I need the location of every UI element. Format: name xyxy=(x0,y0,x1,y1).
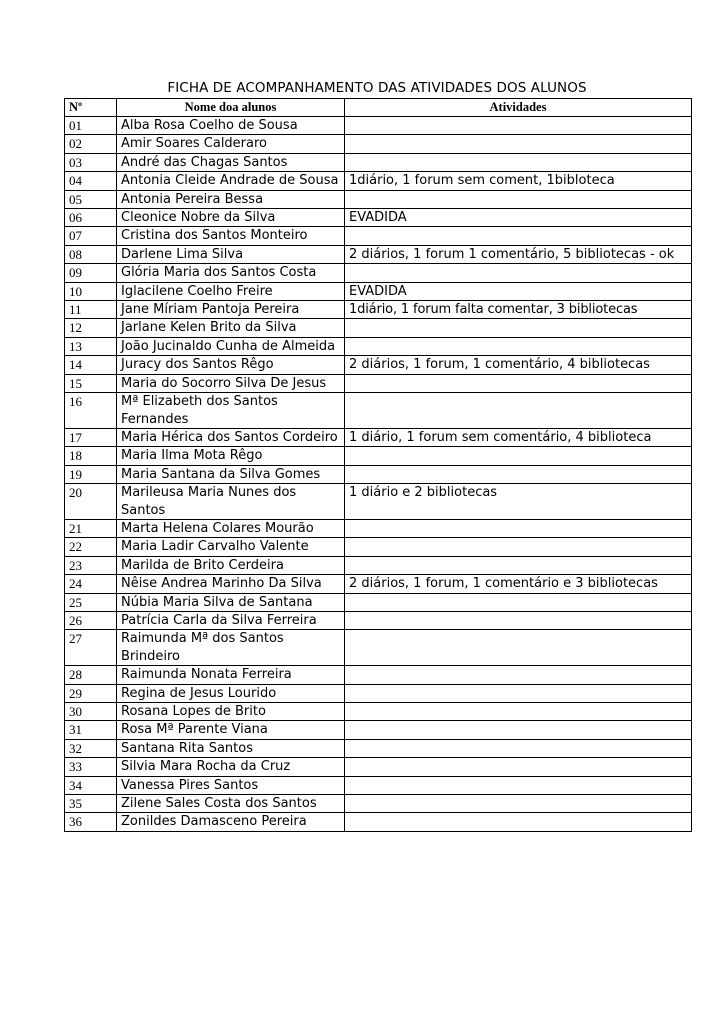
table-row xyxy=(65,813,692,831)
table-row xyxy=(65,356,692,374)
student-name: Jane Míriam Pantoja Pereira xyxy=(117,301,345,319)
row-number: 08 xyxy=(65,245,117,263)
table-row xyxy=(65,758,692,776)
student-name: Rosana Lopes de Brito xyxy=(117,703,345,721)
header-number: Nº xyxy=(65,99,117,117)
student-name: Darlene Lima Silva xyxy=(117,245,345,263)
student-name: Maria Hérica dos Santos Cordeiro xyxy=(117,428,345,446)
table-row xyxy=(65,484,692,520)
row-number: 24 xyxy=(65,575,117,593)
student-name: Cristina dos Santos Monteiro xyxy=(117,227,345,245)
row-number: 35 xyxy=(65,795,117,813)
student-activities: 1 diário e 2 bibliotecas xyxy=(345,484,692,520)
student-activities xyxy=(345,117,692,135)
table-row xyxy=(65,739,692,757)
student-name: Rosa Mª Parente Viana xyxy=(117,721,345,739)
student-name: Maria Santana da Silva Gomes xyxy=(117,465,345,483)
student-name: Zilene Sales Costa dos Santos xyxy=(117,795,345,813)
table-row xyxy=(65,575,692,593)
student-name: Marta Helena Colares Mourão xyxy=(117,519,345,537)
row-number: 20 xyxy=(65,484,117,520)
student-name: Juracy dos Santos Rêgo xyxy=(117,356,345,374)
row-number: 14 xyxy=(65,356,117,374)
student-name: Patrícia Carla da Silva Ferreira xyxy=(117,611,345,629)
row-number: 02 xyxy=(65,135,117,153)
student-activities xyxy=(345,795,692,813)
student-name: Raimunda Mª dos Santos Brindeiro xyxy=(117,630,345,666)
header-activities: Atividades xyxy=(345,99,692,117)
student-activities xyxy=(345,739,692,757)
table-body xyxy=(65,117,692,832)
table-row xyxy=(65,776,692,794)
table-row xyxy=(65,337,692,355)
student-activities xyxy=(345,593,692,611)
student-name: Iglacilene Coelho Freire xyxy=(117,282,345,300)
student-name: Nêise Andrea Marinho Da Silva xyxy=(117,575,345,593)
student-activities xyxy=(345,337,692,355)
table-row xyxy=(65,209,692,227)
row-number: 15 xyxy=(65,374,117,392)
table-row xyxy=(65,301,692,319)
student-name: Raimunda Nonata Ferreira xyxy=(117,666,345,684)
row-number: 07 xyxy=(65,227,117,245)
student-activities xyxy=(345,666,692,684)
student-name: Maria do Socorro Silva De Jesus xyxy=(117,374,345,392)
row-number: 17 xyxy=(65,428,117,446)
row-number: 32 xyxy=(65,739,117,757)
student-name: Jarlane Kelen Brito da Silva xyxy=(117,319,345,337)
student-name: Maria Ilma Mota Rêgo xyxy=(117,447,345,465)
student-activities: 2 diários, 1 forum, 1 comentário e 3 bibliotecas xyxy=(345,575,692,593)
row-number: 31 xyxy=(65,721,117,739)
table-row xyxy=(65,465,692,483)
table-row xyxy=(65,264,692,282)
student-name: Regina de Jesus Lourido xyxy=(117,684,345,702)
student-name: Alba Rosa Coelho de Sousa xyxy=(117,117,345,135)
table-row xyxy=(65,630,692,666)
table-row xyxy=(65,153,692,171)
row-number: 21 xyxy=(65,519,117,537)
student-name: André das Chagas Santos xyxy=(117,153,345,171)
table-row xyxy=(65,282,692,300)
table-row xyxy=(65,319,692,337)
student-activities xyxy=(345,227,692,245)
row-number: 22 xyxy=(65,538,117,556)
student-activities xyxy=(345,758,692,776)
row-number: 06 xyxy=(65,209,117,227)
student-name: Marilda de Brito Cerdeira xyxy=(117,556,345,574)
student-activities xyxy=(345,703,692,721)
student-activities xyxy=(345,776,692,794)
table-row xyxy=(65,172,692,190)
row-number: 10 xyxy=(65,282,117,300)
row-number: 04 xyxy=(65,172,117,190)
student-activities xyxy=(345,135,692,153)
row-number: 33 xyxy=(65,758,117,776)
student-activities xyxy=(345,447,692,465)
student-activities xyxy=(345,190,692,208)
student-name: Vanessa Pires Santos xyxy=(117,776,345,794)
row-number: 36 xyxy=(65,813,117,831)
students-activity-table xyxy=(64,98,692,832)
student-name: Antonia Pereira Bessa xyxy=(117,190,345,208)
row-number: 19 xyxy=(65,465,117,483)
student-activities: 1diário, 1 forum falta comentar, 3 bibliotecas xyxy=(345,301,692,319)
table-row xyxy=(65,703,692,721)
row-number: 23 xyxy=(65,556,117,574)
student-activities: 2 diários, 1 forum 1 comentário, 5 bibliotecas - ok xyxy=(345,245,692,263)
table-row xyxy=(65,393,692,429)
student-activities: 1 diário, 1 forum sem comentário, 4 biblioteca xyxy=(345,428,692,446)
table-row xyxy=(65,556,692,574)
student-name: Mª Elizabeth dos Santos Fernandes xyxy=(117,393,345,429)
student-activities xyxy=(345,538,692,556)
table-row xyxy=(65,593,692,611)
table-row xyxy=(65,666,692,684)
student-name: Cleonice Nobre da Silva xyxy=(117,209,345,227)
student-activities: 1diário, 1 forum sem coment, 1bibloteca xyxy=(345,172,692,190)
student-activities xyxy=(345,684,692,702)
student-activities xyxy=(345,374,692,392)
student-name: Silvia Mara Rocha da Cruz xyxy=(117,758,345,776)
table-row xyxy=(65,519,692,537)
table-row xyxy=(65,135,692,153)
student-activities: EVADIDA xyxy=(345,209,692,227)
student-activities xyxy=(345,813,692,831)
table-row xyxy=(65,117,692,135)
row-number: 05 xyxy=(65,190,117,208)
document-title: FICHA DE ACOMPANHAMENTO DAS ATIVIDADES DOS ALUNOS xyxy=(167,80,587,96)
student-name: Amir Soares Calderaro xyxy=(117,135,345,153)
student-activities xyxy=(345,465,692,483)
row-number: 01 xyxy=(65,117,117,135)
student-activities xyxy=(345,519,692,537)
row-number: 11 xyxy=(65,301,117,319)
table-row xyxy=(65,721,692,739)
table-header-row xyxy=(65,99,692,117)
row-number: 34 xyxy=(65,776,117,794)
row-number: 12 xyxy=(65,319,117,337)
student-name: Santana Rita Santos xyxy=(117,739,345,757)
student-name: João Jucinaldo Cunha de Almeida xyxy=(117,337,345,355)
row-number: 09 xyxy=(65,264,117,282)
student-activities xyxy=(345,611,692,629)
student-name: Marileusa Maria Nunes dos Santos xyxy=(117,484,345,520)
student-name: Zonildes Damasceno Pereira xyxy=(117,813,345,831)
table-row xyxy=(65,684,692,702)
student-activities: 2 diários, 1 forum, 1 comentário, 4 bibliotecas xyxy=(345,356,692,374)
student-activities xyxy=(345,721,692,739)
student-activities xyxy=(345,556,692,574)
row-number: 30 xyxy=(65,703,117,721)
row-number: 13 xyxy=(65,337,117,355)
table-row xyxy=(65,227,692,245)
table-row xyxy=(65,611,692,629)
row-number: 25 xyxy=(65,593,117,611)
table-row xyxy=(65,795,692,813)
student-name: Núbia Maria Silva de Santana xyxy=(117,593,345,611)
row-number: 28 xyxy=(65,666,117,684)
student-activities xyxy=(345,153,692,171)
row-number: 18 xyxy=(65,447,117,465)
row-number: 26 xyxy=(65,611,117,629)
table-row xyxy=(65,190,692,208)
row-number: 03 xyxy=(65,153,117,171)
student-activities xyxy=(345,264,692,282)
row-number: 16 xyxy=(65,393,117,429)
table-row xyxy=(65,538,692,556)
student-activities xyxy=(345,630,692,666)
student-activities xyxy=(345,319,692,337)
student-name: Glória Maria dos Santos Costa xyxy=(117,264,345,282)
table-row xyxy=(65,374,692,392)
table-row xyxy=(65,447,692,465)
row-number: 29 xyxy=(65,684,117,702)
table-row xyxy=(65,245,692,263)
student-activities: EVADIDA xyxy=(345,282,692,300)
table-row xyxy=(65,428,692,446)
row-number: 27 xyxy=(65,630,117,666)
student-activities xyxy=(345,393,692,429)
student-name: Maria Ladir Carvalho Valente xyxy=(117,538,345,556)
header-student-name: Nome doa alunos xyxy=(117,99,345,117)
student-name: Antonia Cleide Andrade de Sousa xyxy=(117,172,345,190)
